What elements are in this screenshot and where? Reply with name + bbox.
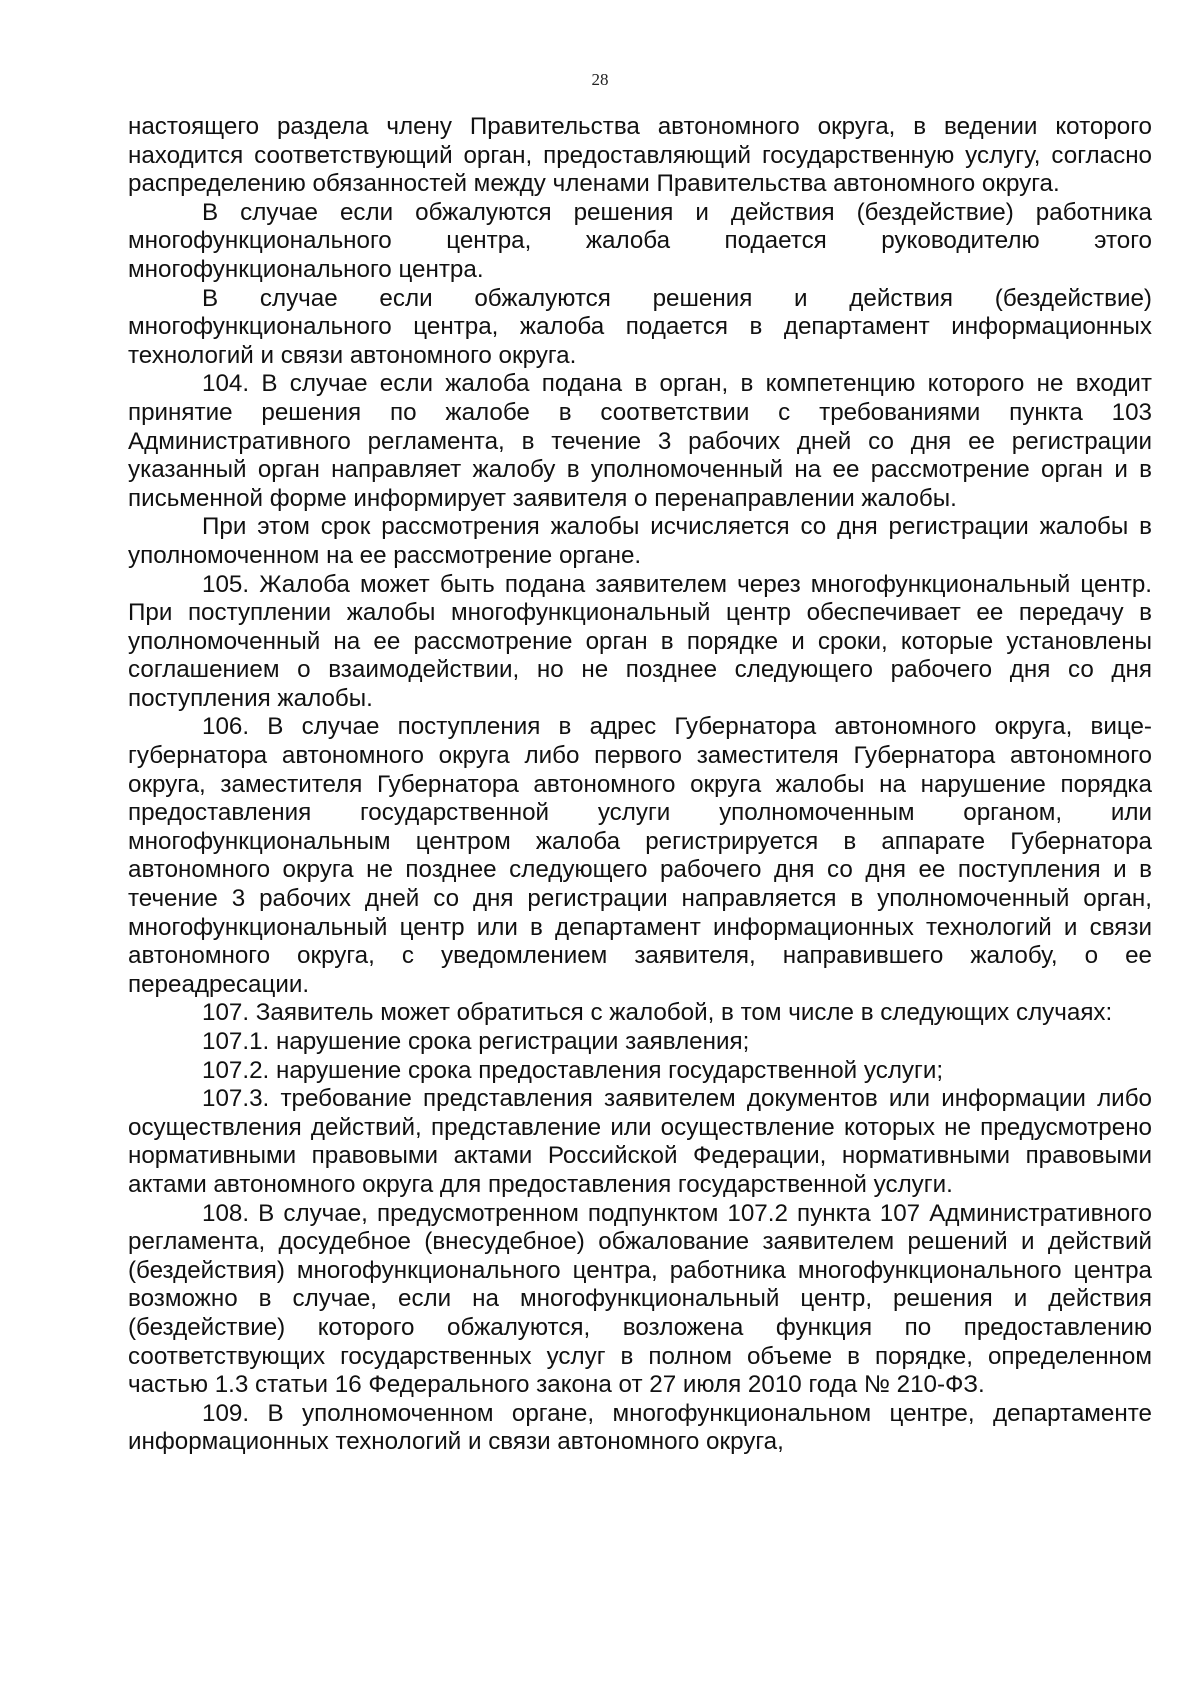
paragraph: 106. В случае поступления в адрес Губернатора автономного округа, вице-губернатора автономного округа либо первого заместителя Губернатора автономного округа, заместителя Губернатора автономного округа жалобы на нарушение порядка предоставления государственной услуги уполномоченным органом, или многофункциональным центром жалоба регистрируется в аппарате Губернатора автономного округа не позднее следующего рабочего дня со дня ее поступления и в течение 3 рабочих дней со дня регистрации направляется в уполномоченный орган, многофункциональный центр или в департамент информационных технологий и связи автономного округа, с уведомлением заявителя, направившего жалобу, о ее переадресации. bbox=[128, 713, 1152, 998]
paragraph: 109. В уполномоченном органе, многофункциональном центре, департаменте информационных технологий и связи автономного округа, bbox=[128, 1399, 1152, 1456]
paragraph: 104. В случае если жалоба подана в орган, в компетенцию которого не входит принятие решения по жалобе в соответствии с требованиями пункта 103 Административного регламента, в течение 3 рабочих дней со дня ее регистрации указанный орган направляет жалобу в уполномоченный на ее рассмотрение орган и в письменной форме информирует заявителя о перенаправлении жалобы. bbox=[128, 370, 1152, 512]
paragraph: настоящего раздела члену Правительства автономного округа, в ведении которого находится соответствующий орган, предоставляющий государственную услугу, согласно распределению обязанностей между членами Правительства автономного округа. bbox=[128, 113, 1152, 198]
paragraph: 107.1. нарушение срока регистрации заявления; bbox=[202, 1028, 750, 1055]
paragraph: При этом срок рассмотрения жалобы исчисляется со дня регистрации жалобы в уполномоченном на ее рассмотрение органе. bbox=[128, 513, 1152, 569]
page-number: 28 bbox=[591, 70, 609, 89]
paragraph: 107. Заявитель может обратиться с жалобой, в том числе в следующих случаях: bbox=[202, 999, 1113, 1027]
document-body bbox=[128, 113, 1152, 1457]
paragraph: 105. Жалоба может быть подана заявителем через многофункциональный центр. При поступлении жалобы многофункциональный центр обеспечивает ее передачу в уполномоченный на ее рассмотрение орган в порядке и сроки, которые установлены соглашением о взаимодействии, но не позднее следующего рабочего дня со дня поступления жалобы. bbox=[128, 570, 1152, 712]
paragraph: В случае если обжалуются решения и действия (бездействие) многофункционального центра, жалоба подается в департамент информационных технологий и связи автономного округа. bbox=[128, 284, 1152, 369]
paragraph: 108. В случае, предусмотренном подпунктом 107.2 пункта 107 Административного регламента, досудебное (внесудебное) обжалование заявителем решений и действий (бездействия) многофункционального центра, работника многофункционального центра возможно в случае, если на многофункциональный центр, решения и действия (бездействие) которого обжалуются, возложена функция по предоставлению соответствующих государственных услуг в полном объеме в порядке, определенном частью 1.3 статьи 16 Федерального закона от 27 июля 2010 года № 210-ФЗ. bbox=[128, 1199, 1152, 1399]
paragraph: 107.3. требование представления заявителем документов или информации либо осуществления действий, представление или осуществление которых не предусмотрено нормативными правовыми актами Российской Федерации, нормативными правовыми актами автономного округа для предоставления государственной услуги. bbox=[128, 1085, 1152, 1198]
paragraph: 107.2. нарушение срока предоставления государственной услуги; bbox=[202, 1056, 944, 1084]
paragraph: В случае если обжалуются решения и действия (бездействие) работника многофункционального центра, жалоба подается руководителю этого многофункционального центра. bbox=[128, 198, 1152, 283]
